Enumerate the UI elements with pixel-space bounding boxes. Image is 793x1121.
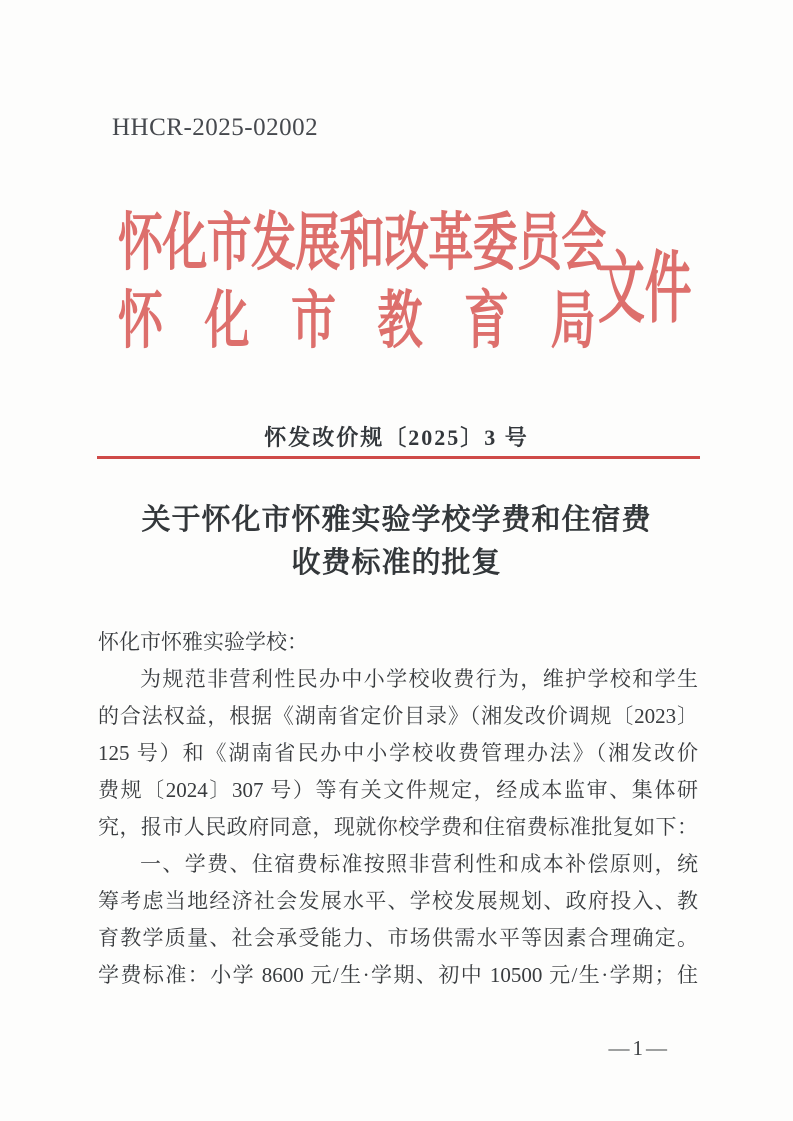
body-line: 为规范非营利性民办中小学校收费行为，维护学校和学生 [140,667,698,691]
body-line: 怀化市怀雅实验学校： [98,630,308,654]
page-number: —1— [608,1036,670,1060]
body-line: 育教学质量、社会承受能力、市场供需水平等因素合理确定。 [98,926,698,950]
letterhead-issuers [118,204,606,360]
body-line: 一、学费、住宿费标准按照非营利性和成本补偿原则，统 [140,852,698,876]
letterhead-divider-rule [97,456,700,459]
body-line: 筹考虑当地经济社会发展水平、学校发展规划、政府投入、教 [98,889,698,913]
document-title [0,499,793,585]
document-title-line2: 收费标准的批复 [291,547,502,579]
body-line: 究，报市人民政府同意，现就你校学费和住宿费标准批复如下： [98,815,698,839]
document-ref-code: HHCR-2025-02002 [112,114,319,141]
body-line: 学费标准：小学 8600 元/生·学期、初中 10500 元/生·学期；住 [98,963,698,987]
letterhead-suffix: 文件 [598,245,692,332]
letterhead [118,204,793,360]
body-line: 费规〔2024〕307 号）等有关文件规定，经成本监审、集体研 [98,778,698,802]
body-line: 125 号）和《湖南省民办中小学校收费管理办法》（湘发改价 [98,741,698,765]
document-title-line1: 关于怀化市怀雅实验学校学费和住宿费 [141,504,652,536]
body-line: 的合法权益，根据《湖南省定价目录》（湘发改价调规〔2023〕 [98,704,698,728]
letterhead-issuer-line2: 怀化市教育局 [118,286,596,356]
document-number: 怀发改价规〔2025〕3 号 [264,425,529,450]
letterhead-issuer-line1: 怀化市发展和改革委员会 [118,208,606,278]
document-body [98,624,698,994]
